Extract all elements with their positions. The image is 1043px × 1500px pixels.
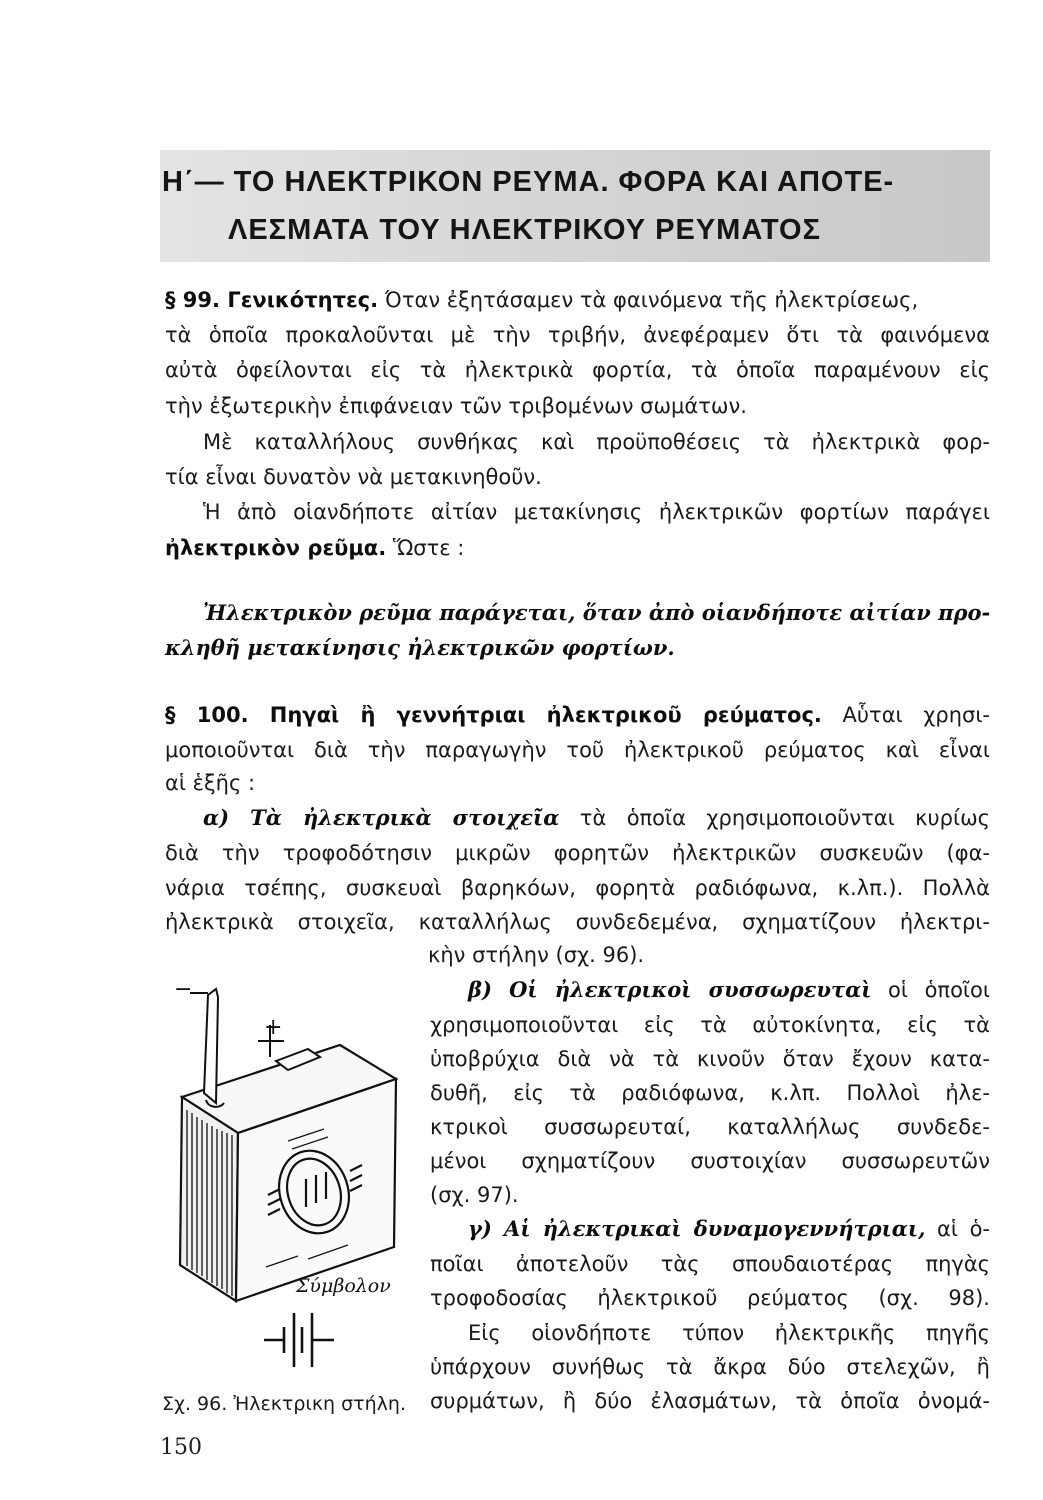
section-99-para3-line-2	[165, 533, 464, 563]
section-99-first-line	[165, 285, 918, 315]
item-c-line-2: ποῖαι ἀποτελοῦν τὰς σπουδαιοτέρας πηγὰς	[430, 1252, 990, 1276]
section-99-para2-line-1: Μὲ καταλλήλους συνθήκας καὶ προϋποθέσεις τὰ ἠλεκτρικὰ φορ-	[203, 430, 990, 454]
section-100-para2-line-1: Εἰς οἱονδήποτε τύπον ἠλεκτρικῆς πηγῆς	[468, 1321, 990, 1345]
electric-current-term: ἠλεκτρικὸν ρεῦμα.	[165, 536, 387, 560]
item-a-line-1	[203, 803, 990, 833]
item-c-label: γ) Αἱ ἠλεκτρικαὶ δυναμογεννήτριαι,	[468, 1216, 926, 1241]
item-c-line-3: τροφοδοσίας ἠλεκτρικοῦ ρεύματος (σχ. 98).	[430, 1286, 990, 1310]
section-100-line-3: αἱ ἑξῆς :	[165, 771, 256, 795]
chapter-title-line-2: ΛΕΣΜΑΤΑ ΤΟΥ ΗΛΕΚΤΡΙΚΟΥ ΡΕΥΜΑΤΟΣ	[228, 214, 822, 246]
item-b-line-7: (σχ. 97).	[430, 1183, 519, 1207]
section-100-first-line	[165, 700, 990, 730]
figure-96	[168, 975, 408, 1375]
section-99-para3-line-1: Ἡ ἀπὸ οἱανδήποτε αἰτίαν μετακίνησις ἠλεκτρικῶν φορτίων παράγει	[203, 500, 990, 524]
section-99-para2-line-2: τία εἶναι δυνατὸν νὰ μετακινηθοῦν.	[165, 465, 542, 489]
section-100-para2-line-3: συρμάτων, ἢ δύο ἐλασμάτων, τὰ ὁποῖα ὀνομά-	[430, 1389, 990, 1413]
page-number: 150	[160, 1435, 202, 1460]
definition-line-2: κληθῆ μετακίνησις ἠλεκτρικῶν φορτίων.	[165, 635, 675, 660]
item-a-line-4: ἠλεκτρικὰ στοιχεῖα, καταλλήλως συνδεδεμένα, σχηματίζουν ἠλεκτρι-	[165, 910, 990, 934]
section-99-line-4: τὴν ἐξωτερικὴν ἐπιφάνειαν τῶν τριβομένων σωμάτων.	[165, 394, 747, 418]
item-b-line-4: δυθῆ, εἰς τὰ ραδιόφωνα, κ.λπ. Πολλοὶ ἠλε-	[430, 1081, 990, 1105]
section-100-intro-tail: Αὗται χρησι-	[842, 703, 990, 727]
item-b-line-5: κτρικοὶ συσσωρευταί, καταλλήλως συνδεδε-	[430, 1115, 990, 1139]
section-100-heading: § 100. Πηγαὶ ἢ γεννήτριαι ἠλεκτρικοῦ ρεύματος.	[165, 703, 822, 727]
minus-terminal-label: −	[174, 977, 193, 1002]
item-b-line-1	[468, 975, 990, 1005]
item-b-label: β) Οἱ ἠλεκτρικοὶ συσσωρευταὶ	[468, 977, 872, 1002]
item-c-tail: αἱ ὁ-	[937, 1217, 990, 1241]
section-99-heading: § 99. Γενικότητες.	[165, 288, 379, 312]
figure-96-caption: Σχ. 96. Ἠλεκτρικη στήλη.	[162, 1393, 406, 1415]
section-99-para3-tail: Ὥστε :	[392, 536, 465, 560]
item-a-line-3: νάρια τσέπης, συσκευαὶ βαρηκόων, φορητὰ ραδιόφωνα, κ.λπ.). Πολλὰ	[165, 876, 990, 900]
battery-illustration	[168, 975, 408, 1375]
chapter-title	[162, 158, 992, 254]
symbol-label: Σύμβολον	[296, 1275, 391, 1297]
plus-terminal-label: +	[264, 1015, 283, 1040]
section-100-para2-line-2: ὑπάρχουν συνήθως τὰ ἄκρα δύο στελεχῶν, ἢ	[430, 1355, 990, 1379]
section-99-line-3: αὐτὰ ὀφείλονται εἰς τὰ ἠλεκτρικὰ φορτία, τὰ ὁποῖα παραμένουν εἰς	[165, 358, 990, 382]
item-b-line-3: ὑποβρύχια διὰ νὰ τὰ κινοῦν ὅταν ἔχουν κατα-	[430, 1047, 990, 1071]
definition-line-1: Ἠλεκτρικὸν ρεῦμα παράγεται, ὅταν ἀπὸ οἱανδήποτε αἰτίαν προ-	[203, 600, 991, 625]
chapter-title-line-1: Η΄— ΤΟ ΗΛΕΚΤΡΙΚΟΝ ΡΕΥΜΑ. ΦΟΡΑ ΚΑΙ ΑΠΟΤΕ-	[162, 166, 895, 198]
item-a-line-2: διὰ τὴν τροφοδότησιν μικρῶν φορητῶν ἠλεκτρικῶν συσκευῶν (φα-	[165, 841, 990, 865]
item-a-line-5: κὴν στήλην (σχ. 96).	[428, 943, 645, 967]
section-99-line-2: τὰ ὁποῖα προκαλοῦνται μὲ τὴν τριβήν, ἀνεφέραμεν ὅτι τὰ φαινόμενα	[165, 323, 990, 347]
item-b-tail: οἱ ὁποῖοι	[888, 978, 990, 1002]
section-100-line-2: μοποιοῦνται διὰ τὴν παραγωγὴν τοῦ ἠλεκτρικοῦ ρεύματος καὶ εἶναι	[165, 738, 990, 762]
item-b-line-6: μένοι σχηματίζουν συστοιχίαν συσσωρευτῶν	[430, 1149, 990, 1173]
item-c-line-1	[468, 1214, 990, 1244]
section-99-line-1: Όταν ἐξητάσαμεν τὰ φαινόμενα τῆς ἠλεκτρίσεως,	[384, 288, 919, 312]
item-a-tail: τὰ ὁποῖα χρησιμοποιοῦνται κυρίως	[579, 806, 990, 830]
item-b-line-2: χρησιμοποιοῦνται εἰς τὰ αὐτοκίνητα, εἰς τὰ	[430, 1013, 990, 1037]
item-a-label: α) Τὰ ἠλεκτρικὰ στοιχεῖα	[203, 805, 560, 830]
